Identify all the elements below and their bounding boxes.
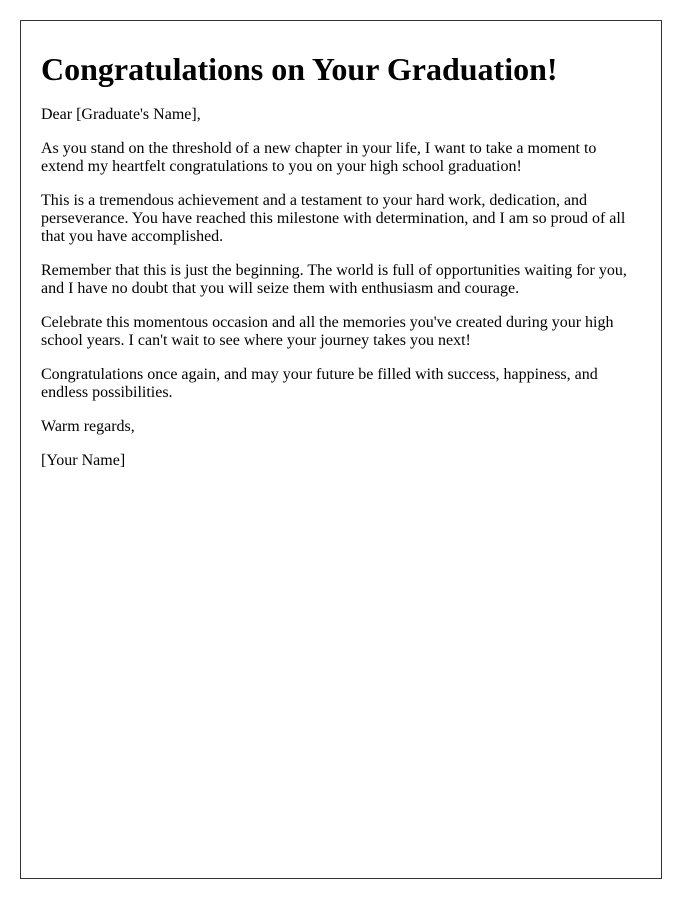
closing: Warm regards, [41,417,135,435]
paragraph: Congratulations once again, and may your future be filled with success, happiness, and endless possibilities. [41,365,598,401]
salutation: Dear [Graduate's Name], [41,105,201,123]
paragraph: As you stand on the threshold of a new chapter in your life, I want to take a moment to extend my heartfelt congratulations to you on your high school graduation! [41,139,597,175]
letter-title: Congratulations on Your Graduation! [41,51,558,87]
letter-page [0,20,700,920]
paragraph: This is a tremendous achievement and a testament to your hard work, dedication, and perseverance. You have reached this milestone with determination, and I am so proud of all that you have accomplished. [41,191,626,245]
paragraph: Celebrate this momentous occasion and all the memories you've created during your high school years. I can't wait to see where your journey takes you next! [41,313,614,349]
letter-container [20,20,662,879]
signature: [Your Name] [41,451,126,469]
paragraph: Remember that this is just the beginning. The world is full of opportunities waiting for you, and I have no doubt that you will seize them with enthusiasm and courage. [41,261,627,297]
